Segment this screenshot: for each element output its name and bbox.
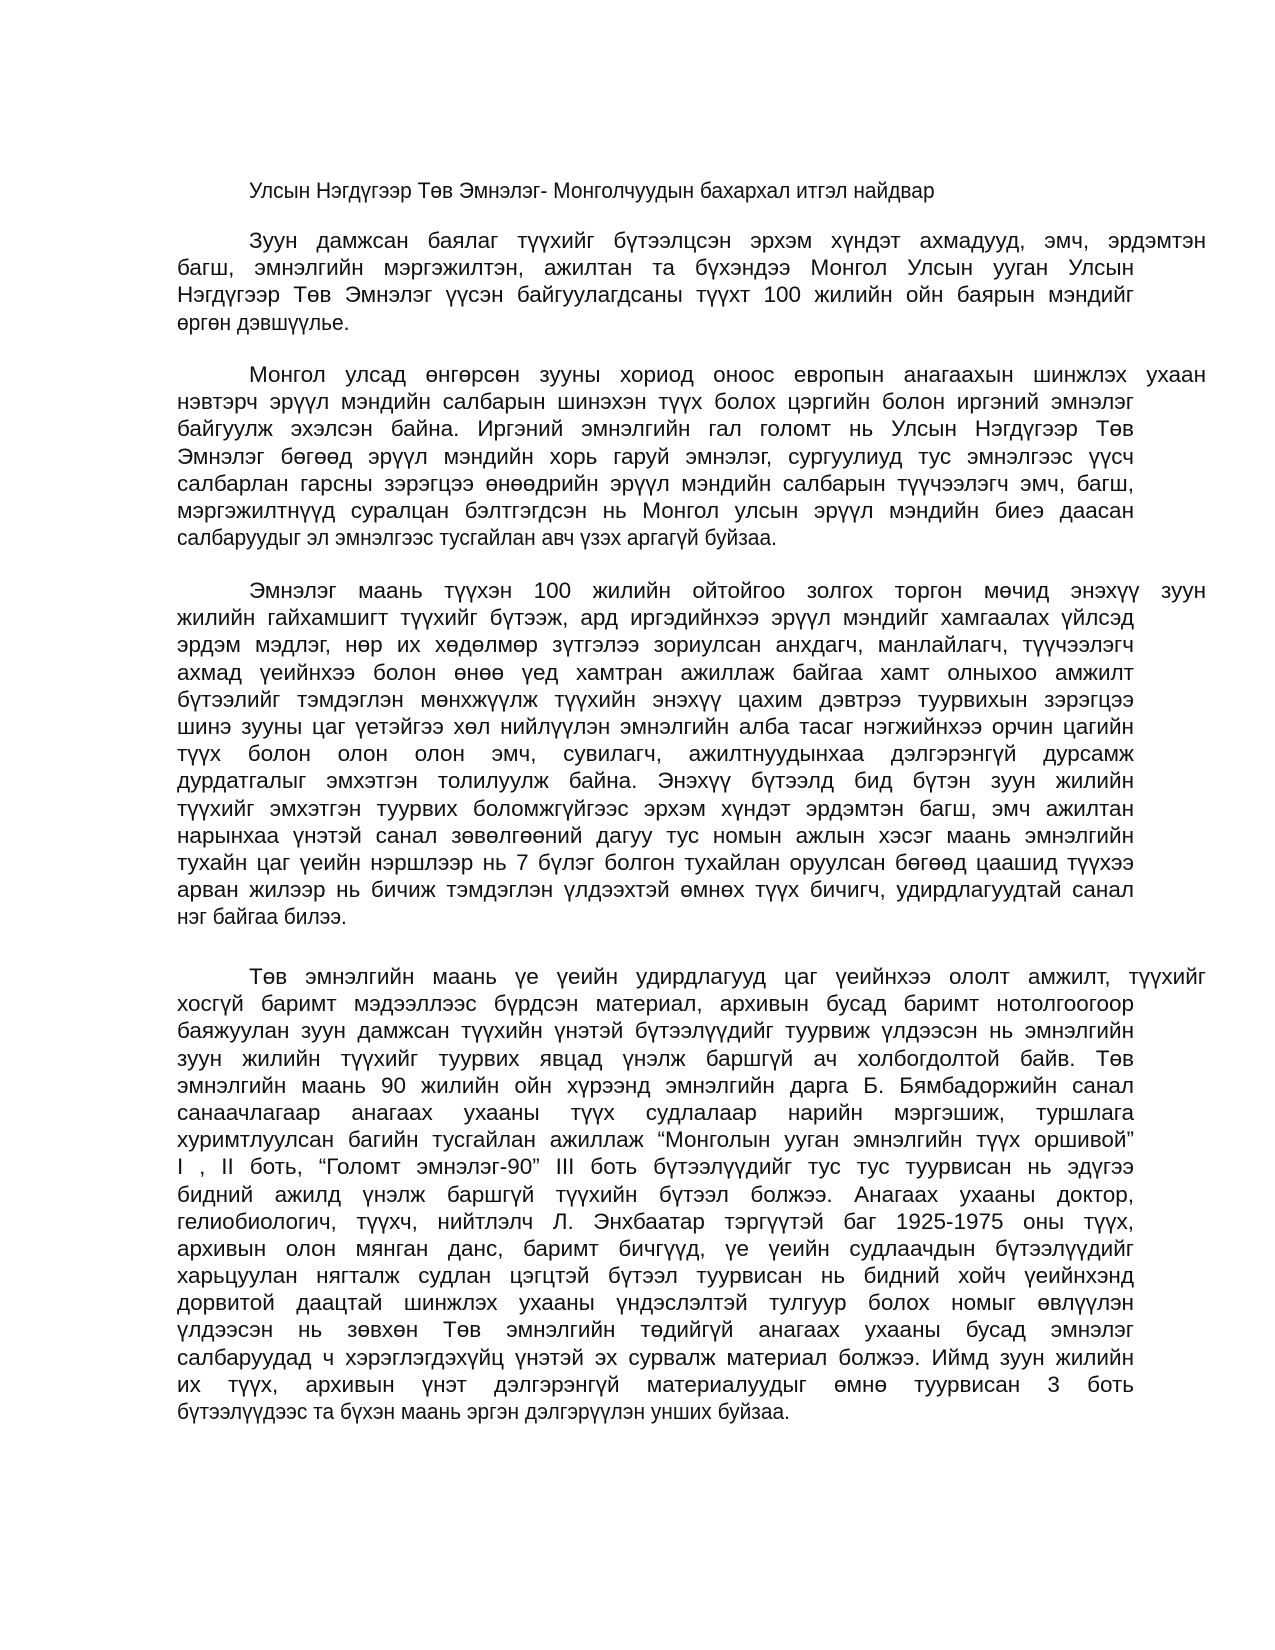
text-line: зуун жилийн түүхийг туурвих явцад үнэлж баршгүй ач холбогдолтой байв. Төв: [177, 1045, 1134, 1071]
text-line: жилийн гайхамшигт түүхийг бүтээж, ард иргэдийнхээ эрүүл мэндийг хамгаалах үйлсэд: [177, 605, 1134, 631]
text-line: дорвитой даацтай шинжлэх ухааны үндэслэлтэй тулгуур болох номыг өвлүүлэн: [177, 1290, 1134, 1316]
document-title: Улсын Нэгдүгээр Төв Эмнэлэг- Монголчуудын бахархал итгэл найдвар: [249, 178, 935, 203]
text-line: Монгол улсад өнгөрсөн зууны хориод оноос европын анагаахын шинжлэх ухаан: [249, 362, 1206, 387]
text-line: их түүх, архивын үнэт дэлгэрэнгүй материалуудыг өмнө туурвисан 3 боть: [177, 1371, 1134, 1397]
text-line: түүхийг эмхэтгэн туурвих боломжгүйгээс эрхэм хүндэт эрдэмтэн багш, эмч ажилтан: [177, 795, 1134, 821]
text-line: дурдатгалыг эмхэтгэн толилуулж байна. Энэхүү бүтээлд бид бүтэн зуун жилийн: [177, 768, 1134, 794]
text-line: бүтээлүүдээс та бүхэн маань эргэн дэлгэрүүлэн унших буйзаа.: [177, 1399, 790, 1424]
text-line: арван жилээр нь бичиж тэмдэглэн үлдээхтэй өмнөх түүх бичигч, удирдлагуудтай санал: [177, 877, 1134, 903]
paragraph-2: [177, 361, 1206, 551]
text-line: баяжуулан зуун дамжсан түүхийн үнэтэй бүтээлүүдийг туурвиж үлдээсэн нь эмнэлгийн: [177, 1018, 1134, 1044]
text-line: шинэ зууны цаг үетэйгээ хөл нийлүүлэн эмнэлгийн алба тасаг нэгжийнхээ орчин цагийн: [177, 713, 1134, 739]
text-line: ахмад үеийнхээ болон өнөө үед хамтран ажиллаж байгаа хамт олныхоо амжилт: [177, 659, 1134, 685]
text-line: өргөн дэвшүүлье.: [177, 309, 350, 335]
text-line: нэг байгаа билээ.: [177, 904, 347, 930]
text-line: мэргэжилтнүүд суралцан бэлтгэгдсэн нь Монгол улсын эрүүл мэндийн биеэ даасан: [177, 497, 1134, 523]
text-line: байгуулж эхэлсэн байна. Иргэний эмнэлгийн гал голомт нь Улсын Нэгдүгээр Төв: [177, 416, 1134, 442]
text-line: Эмнэлэг маань түүхэн 100 жилийн ойтойгоо золгох торгон мөчид энэхүү зуун: [249, 578, 1206, 603]
text-line: Төв эмнэлгийн маань үе үеийн удирдлагууд цаг үеийнхээ ололт амжилт, түүхийг: [249, 964, 1206, 989]
paragraph-4: [177, 963, 1206, 1425]
text-line: Нэгдүгээр Төв Эмнэлэг үүсэн байгуулагдсаны түүхт 100 жилийн ойн баярын мэндийг: [177, 282, 1134, 308]
paragraph-3: [177, 577, 1206, 930]
text-line: эрдэм мэдлэг, нөр их хөдөлмөр зүтгэлээ зориулсан анхдагч, манлайлагч, түүчээлэгч: [177, 632, 1134, 658]
text-line: гелиобиологич, түүхч, нийтлэлч Л. Энхбаатар тэргүүтэй баг 1925-1975 оны түүх,: [177, 1208, 1134, 1234]
text-line: эмнэлгийн маань 90 жилийн ойн хүрээнд эмнэлгийн дарга Б. Бямбадоржийн санал: [177, 1072, 1134, 1098]
text-line: тухайн цаг үеийн нэршлээр нь 7 бүлэг болгон тухайлан оруулсан бөгөөд цаашид түүхээ: [177, 849, 1134, 875]
text-line: санаачлагаар анагаах ухааны түүх судлалаар нарийн мэргэшиж, туршлага: [177, 1099, 1134, 1125]
text-line: хуримтлуулсан багийн тусгайлан ажиллаж “Монголын ууган эмнэлгийн түүх оршивой”: [177, 1127, 1134, 1153]
text-line: салбарлан гарсны зэрэгцээ өнөөдрийн эрүүл мэндийн салбарын түүчээлэгч эмч, багш,: [177, 470, 1134, 496]
text-line: нэвтэрч эрүүл мэндийн салбарын шинэхэн түүх болох цэргийн болон иргэний эмнэлэг: [177, 389, 1134, 415]
text-line: нарынхаа үнэтэй санал зөвөлгөөний дагуу тус номын ажлын хэсэг маань эмнэлгийн: [177, 822, 1134, 848]
text-line: бидний ажилд үнэлж баршгүй түүхийн бүтээл болжээ. Анагаах ухааны доктор,: [177, 1181, 1134, 1207]
text-line: бүтээлийг тэмдэглэн мөнхжүүлж түүхийн энэхүү цахим дэвтрээ туурвихын зэрэгцээ: [177, 686, 1134, 712]
text-line: харьцуулан нягталж судлан цэгцтэй бүтээл туурвисан нь бидний хойч үеийнхэнд: [177, 1263, 1134, 1289]
text-line: багш, эмнэлгийн мэргэжилтэн, ажилтан та бүхэндээ Монгол Улсын ууган Улсын: [177, 255, 1134, 281]
text-line: үлдээсэн нь зөвхөн Төв эмнэлгийн төдийгүй анагаах ухааны бусад эмнэлэг: [177, 1317, 1134, 1343]
text-line: Эмнэлэг бөгөөд эрүүл мэндийн хорь гаруй эмнэлэг, сургуулиуд тус эмнэлгээс үүсч: [177, 443, 1134, 469]
text-line: түүх болон олон олон эмч, сувилагч, ажилтнуудынхаа дэлгэрэнгүй дурсамж: [177, 741, 1134, 767]
text-line: салбаруудыг эл эмнэлгээс тусгайлан авч үзэх аргагүй буйзаа.: [177, 525, 777, 551]
text-line: салбаруудад ч хэрэглэгдэхүйц үнэтэй эх сурвалж материал болжээ. Иймд зуун жилийн: [177, 1344, 1134, 1370]
text-line: Зуун дамжсан баялаг түүхийг бүтээлцсэн эрхэм хүндэт ахмадууд, эмч, эрдэмтэн: [249, 228, 1206, 253]
text-line: архивын олон мянган данс, баримт бичгүүд, үе үеийн судлаачдын бүтээлүүдийг: [177, 1235, 1134, 1261]
text-line: хосгүй баримт мэдээллээс бүрдсэн материал, архивын бусад баримт нотолгоогоор: [177, 991, 1134, 1017]
paragraph-1: [177, 227, 1206, 336]
text-line: I , II боть, “Голомт эмнэлэг-90” III боть бүтээлүүдийг тус тус туурвисан нь эдүгээ: [177, 1154, 1134, 1180]
